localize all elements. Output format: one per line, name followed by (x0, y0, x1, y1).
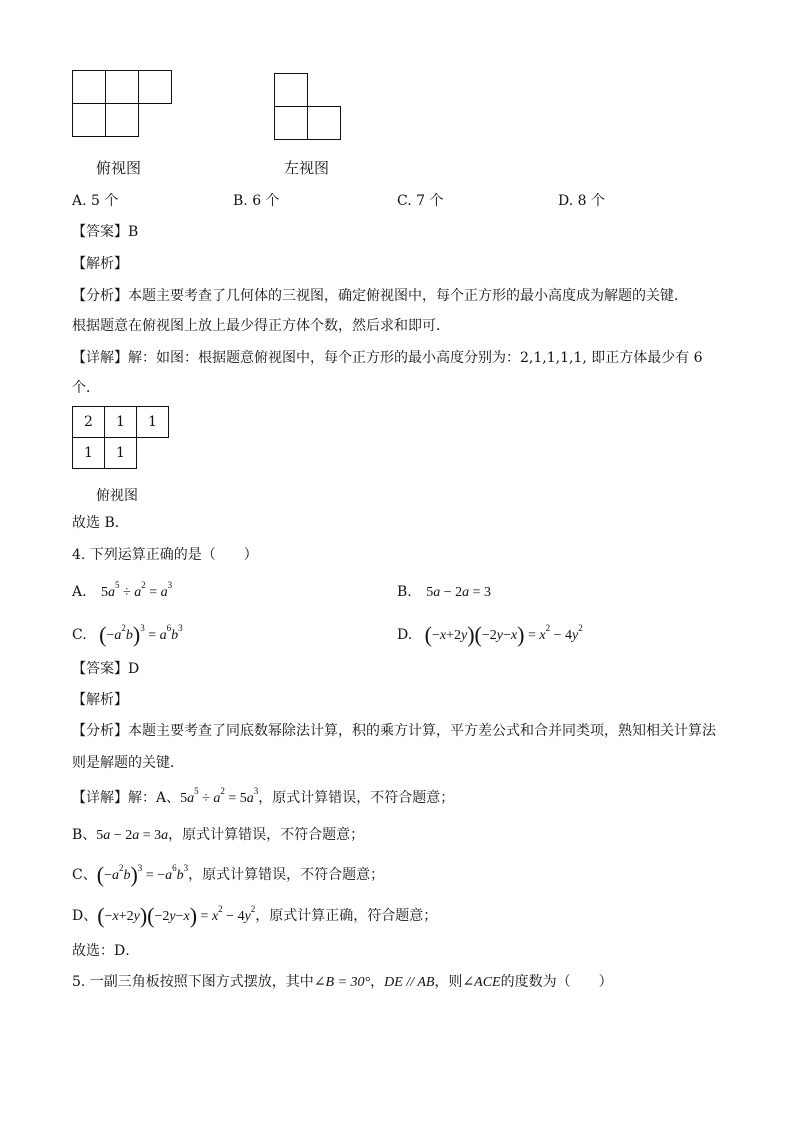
q5-stem (72, 974, 613, 992)
formula: $(-x+2y)(-2y-x) = x^2 - 4y^2$ (424, 622, 583, 647)
top-view-square (72, 70, 106, 104)
formula: $(-a^2b)^3 = a^6b^3$ (99, 622, 183, 647)
q4-answer: 【答案】D (72, 661, 140, 677)
detail-suffix: ，原式计算错误，不符合题意； (188, 867, 385, 883)
left-view-label: 左视图 (284, 159, 330, 177)
q4-analysis-line-2: 则是解题的关键． (72, 755, 184, 771)
q4-analysis-line-1: 【分析】本题主要考查了同底数幂除法计算，积的乘方计算，平方差公式和合并同类项，熟知相关计算法 (72, 723, 716, 739)
left-view-square (274, 73, 308, 107)
left-view-square (274, 106, 308, 140)
q3-analysis-line-1: 【分析】本题主要考查了几何体的三视图，确定俯视图中，每个正方形的最小高度成为解题的关键． (72, 288, 688, 304)
q3-detail-line-1: 【详解】解：如图：根据题意俯视图中，每个正方形的最小高度分别为：2,1,1,1,1, 即正方体最少有 6 (72, 350, 703, 366)
q3-choice-c: C. 7 个 (397, 193, 444, 209)
detail-prefix: 【详解】解：A、 (72, 790, 181, 806)
option-label: B. (397, 584, 412, 600)
angle-ace: ∠ACE (462, 975, 501, 990)
q4-option-c (72, 622, 183, 648)
q4-option-d (397, 622, 583, 648)
option-label: A. (72, 584, 87, 600)
grid-cell-value: 1 (72, 437, 105, 469)
detail-suffix: ，原式计算错误，不符合题意； (168, 827, 365, 843)
q4-detail-a (72, 786, 455, 808)
grid-cell-value: 1 (104, 437, 137, 469)
detail-prefix: C、 (72, 867, 97, 883)
top-view-square (138, 70, 172, 104)
formula: 5a − 2a = 3 (426, 585, 492, 600)
top-view-square (105, 70, 139, 104)
top-view-label: 俯视图 (96, 159, 142, 177)
q4-detail-d (72, 903, 437, 929)
q3-conclusion: 故选 B． (72, 515, 129, 531)
q3-detail-line-2: 个． (72, 380, 100, 396)
q4-detail-c (72, 862, 384, 888)
detail-suffix: ，原式计算错误，不符合题意； (258, 790, 455, 806)
stem-text: 的度数为（ ） (500, 974, 613, 990)
angle-b: ∠B = 30° (313, 975, 371, 990)
grid-cell-value: 2 (72, 406, 105, 438)
q3-choice-d: D. 8 个 (558, 193, 605, 209)
formula: 5a − 2a = 3a (96, 828, 169, 843)
formula: $(-a^2b)^3 = -a^6b^3$ (96, 862, 189, 887)
stem-text: 5. 一副三角板按照下图方式摆放，其中 (72, 974, 314, 990)
detail-suffix: ，原式计算正确，符合题意； (255, 908, 438, 924)
top-view-square (72, 103, 106, 137)
top-view-square (105, 103, 139, 137)
q4-option-b (397, 584, 491, 602)
grid-cell-value: 1 (136, 406, 169, 438)
stem-text: ， (370, 974, 385, 990)
q4-conclusion: 故选：D． (72, 943, 140, 959)
parallel-relation: DE // AB (384, 975, 435, 990)
q4-stem: 4. 下列运算正确的是（ ） (72, 547, 258, 563)
formula: $(-x+2y)(-2y-x) = x^2 - 4y^2$ (97, 903, 256, 928)
grid-label: 俯视图 (96, 488, 138, 504)
option-label: D. (397, 627, 413, 643)
q3-analysis-line-2: 根据题意在俯视图上放上最少得正方体个数，然后求和即可． (72, 318, 450, 334)
detail-prefix: B、 (72, 827, 97, 843)
q3-choice-b: B. 6 个 (233, 193, 280, 209)
detail-prefix: D、 (72, 908, 98, 924)
stem-text: ，则 (434, 974, 463, 990)
q3-jiexi-heading: 【解析】 (72, 256, 128, 272)
left-view-square (307, 106, 341, 140)
q4-detail-b (72, 827, 364, 845)
q3-choice-a: A. 5 个 (72, 193, 119, 209)
q4-jiexi-heading: 【解析】 (72, 692, 128, 708)
q4-option-a (72, 580, 173, 602)
option-label: C. (72, 627, 87, 643)
grid-cell-value: 1 (104, 406, 137, 438)
formula: $5a^5 \div a^2 = 5a^3$ (180, 786, 259, 806)
formula: $5a^5 \div a^2 = a^3$ (101, 580, 173, 600)
q3-answer: 【答案】B (72, 224, 139, 240)
